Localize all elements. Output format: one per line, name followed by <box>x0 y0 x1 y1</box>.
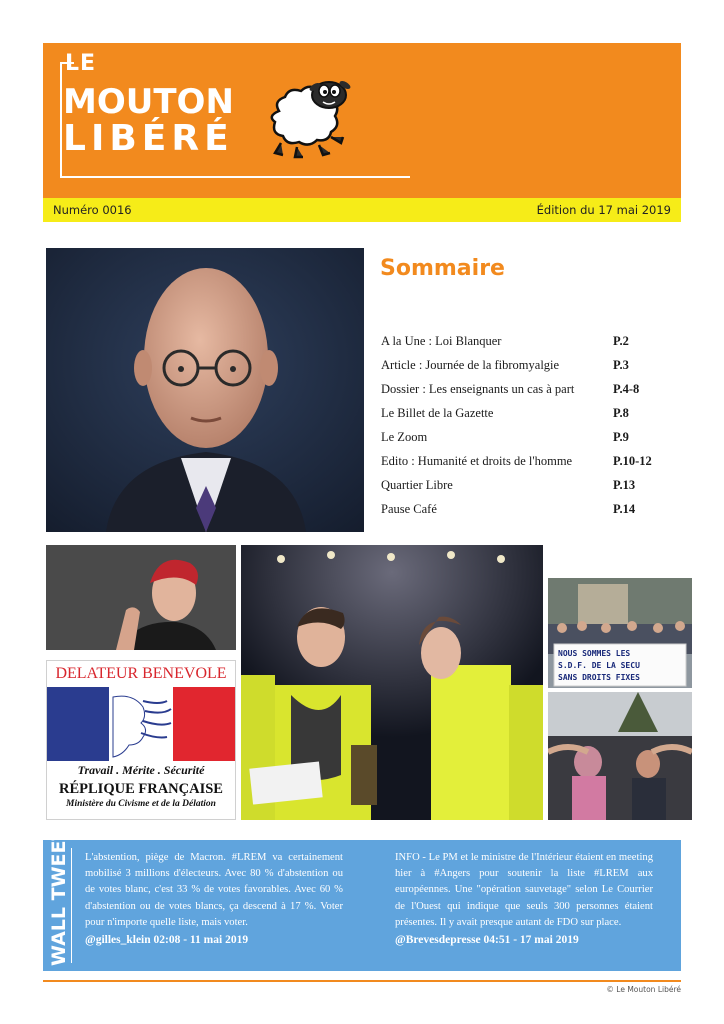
toc-item[interactable] <box>381 333 681 357</box>
copyright: © Le Mouton Libéré <box>606 985 681 994</box>
toc-item-page: P.10-12 <box>613 454 652 468</box>
protest-crowd-photo <box>548 692 692 820</box>
delateur-ministere: Ministère du Civisme et de la Délation <box>66 799 216 809</box>
toc-item-label: Article : Journée de la fibromyalgie <box>381 358 560 372</box>
toc-item-label: Dossier : Les enseignants un cas à part <box>381 382 575 396</box>
logo-libere: LIBÉRÉ <box>63 118 234 159</box>
toc-item[interactable] <box>381 381 681 405</box>
toc-item[interactable] <box>381 357 681 381</box>
issue-info-bar <box>43 198 681 222</box>
toc-item[interactable] <box>381 405 681 429</box>
protest-banner-illustration <box>548 578 692 688</box>
protest-banner-line3: SANS DROITS FIXES <box>558 673 640 682</box>
logo-le: LE <box>65 51 97 76</box>
main-cover-photo <box>46 248 364 532</box>
woman-illustration <box>46 545 236 650</box>
delateur-top-text: DELATEUR BENEVOLE <box>55 665 227 682</box>
delateur-benevole-image <box>46 660 236 820</box>
woman-photo <box>46 545 236 650</box>
toc-item-page: P.14 <box>613 502 636 516</box>
toc-item-page: P.9 <box>613 430 629 444</box>
protest-banner-line2: S.D.F. DE LA SECU <box>558 661 640 670</box>
tweet <box>85 850 343 948</box>
sommaire-title: Sommaire <box>380 256 505 281</box>
wall-tweet-section <box>43 827 681 971</box>
tweet-handle[interactable]: @Brevesdepresse 04:51 - 17 mai 2019 <box>395 934 579 947</box>
wall-tweet-title: WALL TWEET <box>48 827 70 966</box>
toc-item[interactable] <box>381 453 681 477</box>
tweet <box>395 850 653 948</box>
tweet-handle[interactable]: @gilles_klein 02:08 - 11 mai 2019 <box>85 934 249 947</box>
tweet-text: INFO - Le PM et le ministre de l'Intérieur étaient en meeting hier à #Angers pour soutenir la liste #LREM aux européennes. Une "opération sauvetage" selon Le Courrier de l'Ouest qui indique que seuls 300 personnes étaient présentes. Il y avait presque autant de FDO sur place. <box>395 852 653 928</box>
toc-item-page: P.2 <box>613 334 629 348</box>
toc-item-label: Pause Café <box>381 502 437 516</box>
marianne-logo-icon <box>47 687 235 761</box>
toc-item-page: P.13 <box>613 478 636 492</box>
toc-item-label: Quartier Libre <box>381 478 453 492</box>
delateur-republique: RÉPLIQUE FRANÇAISE <box>59 781 223 797</box>
wall-divider <box>71 848 72 963</box>
toc-item-label: Edito : Humanité et droits de l'homme <box>381 454 573 468</box>
toc-item-label: Le Zoom <box>381 430 428 444</box>
table-of-contents <box>381 333 681 525</box>
issue-date: Édition du 17 mai 2019 <box>536 203 671 217</box>
delateur-motto: Travail . Mérite . Sécurité <box>77 763 205 777</box>
logo-mouton: MOUTON <box>63 82 234 122</box>
footer-divider <box>43 980 681 982</box>
sheep-logo-icon <box>257 73 357 163</box>
masthead <box>43 43 681 198</box>
protest-crowd-illustration <box>548 692 692 820</box>
toc-item[interactable] <box>381 501 681 525</box>
yellow-vests-photo <box>241 545 543 820</box>
toc-item-page: P.3 <box>613 358 629 372</box>
tweet-text: L'abstention, piège de Macron. #LREM va certainement mobilisé 3 millions d'électeurs. Avec 80 % d'abstention ou de votes blanc, c'est 33 % de votes favorables. Avec 60 % d'abstention ou de votes blancs, ça descend à 17 %. Voter pour n'importe quelle liste, mais voter. <box>85 852 343 928</box>
protest-banner-line1: NOUS SOMMES LES <box>558 649 631 658</box>
protest-banner-photo <box>548 578 692 688</box>
toc-item-label: A la Une : Loi Blanquer <box>381 334 502 348</box>
toc-item[interactable] <box>381 477 681 501</box>
toc-item-label: Le Billet de la Gazette <box>381 406 494 420</box>
portrait-illustration <box>46 248 364 532</box>
toc-item-page: P.8 <box>613 406 629 420</box>
yellow-vests-illustration <box>241 545 543 820</box>
issue-number: Numéro 0016 <box>53 203 132 217</box>
toc-item-page: P.4-8 <box>613 382 640 396</box>
toc-item[interactable] <box>381 429 681 453</box>
